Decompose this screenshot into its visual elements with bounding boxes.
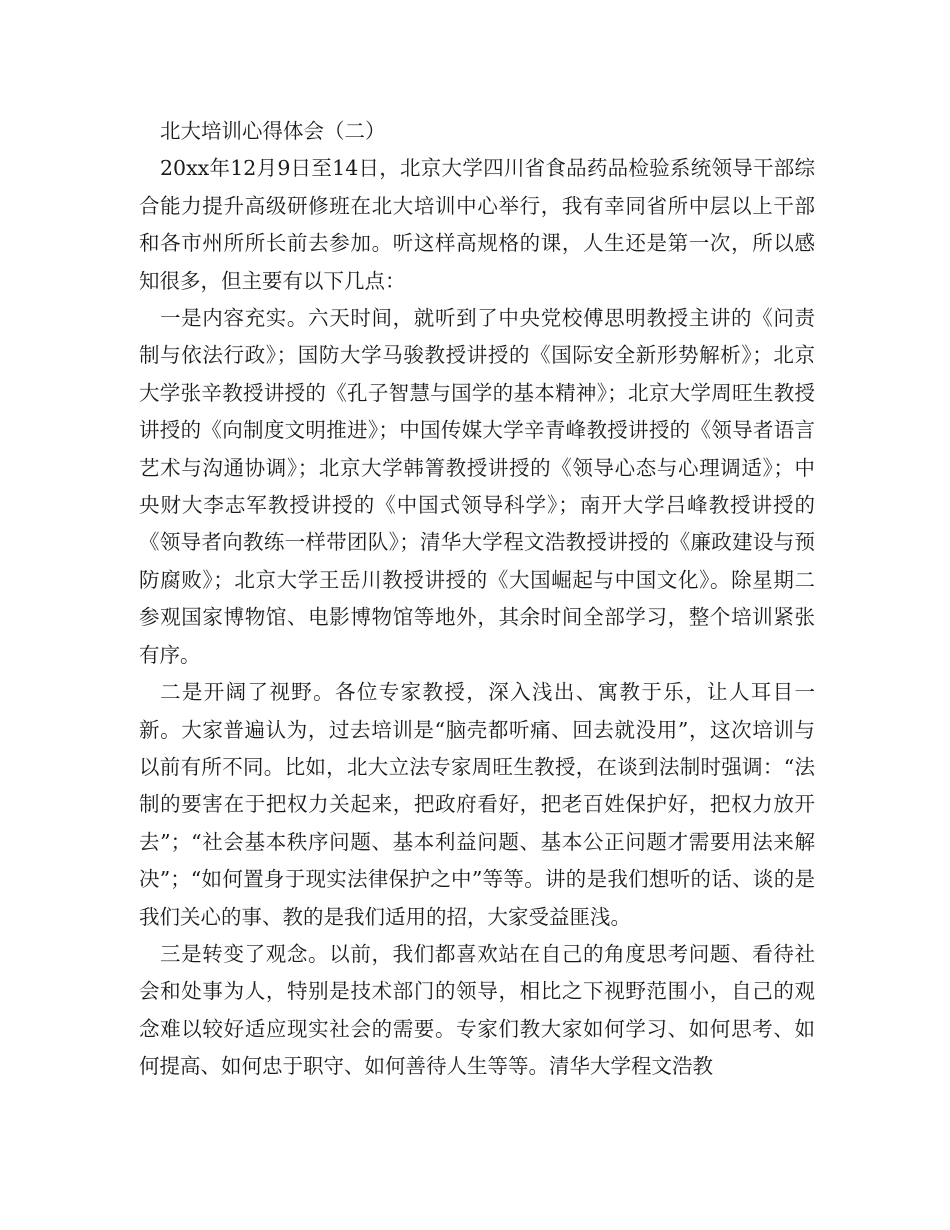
paragraph-point-two: 二是开阔了视野。各位专家教授，深入浅出、寓教于乐，让人耳目一新。大家普遍认为，过去培训是“脑壳都听痛、回去就没用”，这次培训与以前有所不同。比如，北大立法专家周旺生教授，在谈到法制时强调：“法制的要害在于把权力关起来，把政府看好，把老百姓保护好，把权力放开去”；“社会基本秩序问题、基本利益问题、基本公正问题才需要用法来解决”；“如何置身于现实法律保护之中”等等。讲的是我们想听的话、谈的是我们关心的事、教的是我们适用的招，大家受益匪浅。 [139,680,815,929]
paragraph-point-one: 一是内容充实。六天时间，就听到了中央党校傅思明教授主讲的《问责制与依法行政》；国防大学马骏教授讲授的《国际安全新形势解析》；北京大学张辛教授讲授的《孔子智慧与国学的基本精神》；北京大学周旺生教授讲授的《向制度文明推进》；中国传媒大学辛青峰教授讲授的《领导者语言艺术与沟通协调》；北京大学韩箐教授讲授的《领导心态与心理调适》；中央财大李志军教授讲授的《中国式领导科学》；南开大学吕峰教授讲授的《领导者向教练一样带团队》；清华大学程文浩教授讲授的《廉政建设与预防腐败》；北京大学王岳川教授讲授的《大国崛起与中国文化》。除星期二参观国家博物馆、电影博物馆等地外，其余时间全部学习，整个培训紧张有序。 [139,306,815,667]
document-title: 北大培训心得体会（二） [160,119,386,143]
document-body [139,113,815,1086]
paragraph-point-three: 三是转变了观念。以前，我们都喜欢站在自己的角度思考问题、看待社会和处事为人，特别是技术部门的领导，相比之下视野范围小，自己的观念难以较好适应现实社会的需要。专家们教大家如何学习、如何思考、如何提高、如何忠于职守、如何善待人生等等。清华大学程文浩教 [139,941,815,1079]
paragraph-intro: 20xx年12月9日至14日，北京大学四川省食品药品检验系统领导干部综合能力提升高级研修班在北大培训中心举行，我有幸同省所中层以上干部和各市州所所长前去参加。听这样高规格的课，人生还是第一次，所以感知很多，但主要有以下几点： [139,156,815,293]
